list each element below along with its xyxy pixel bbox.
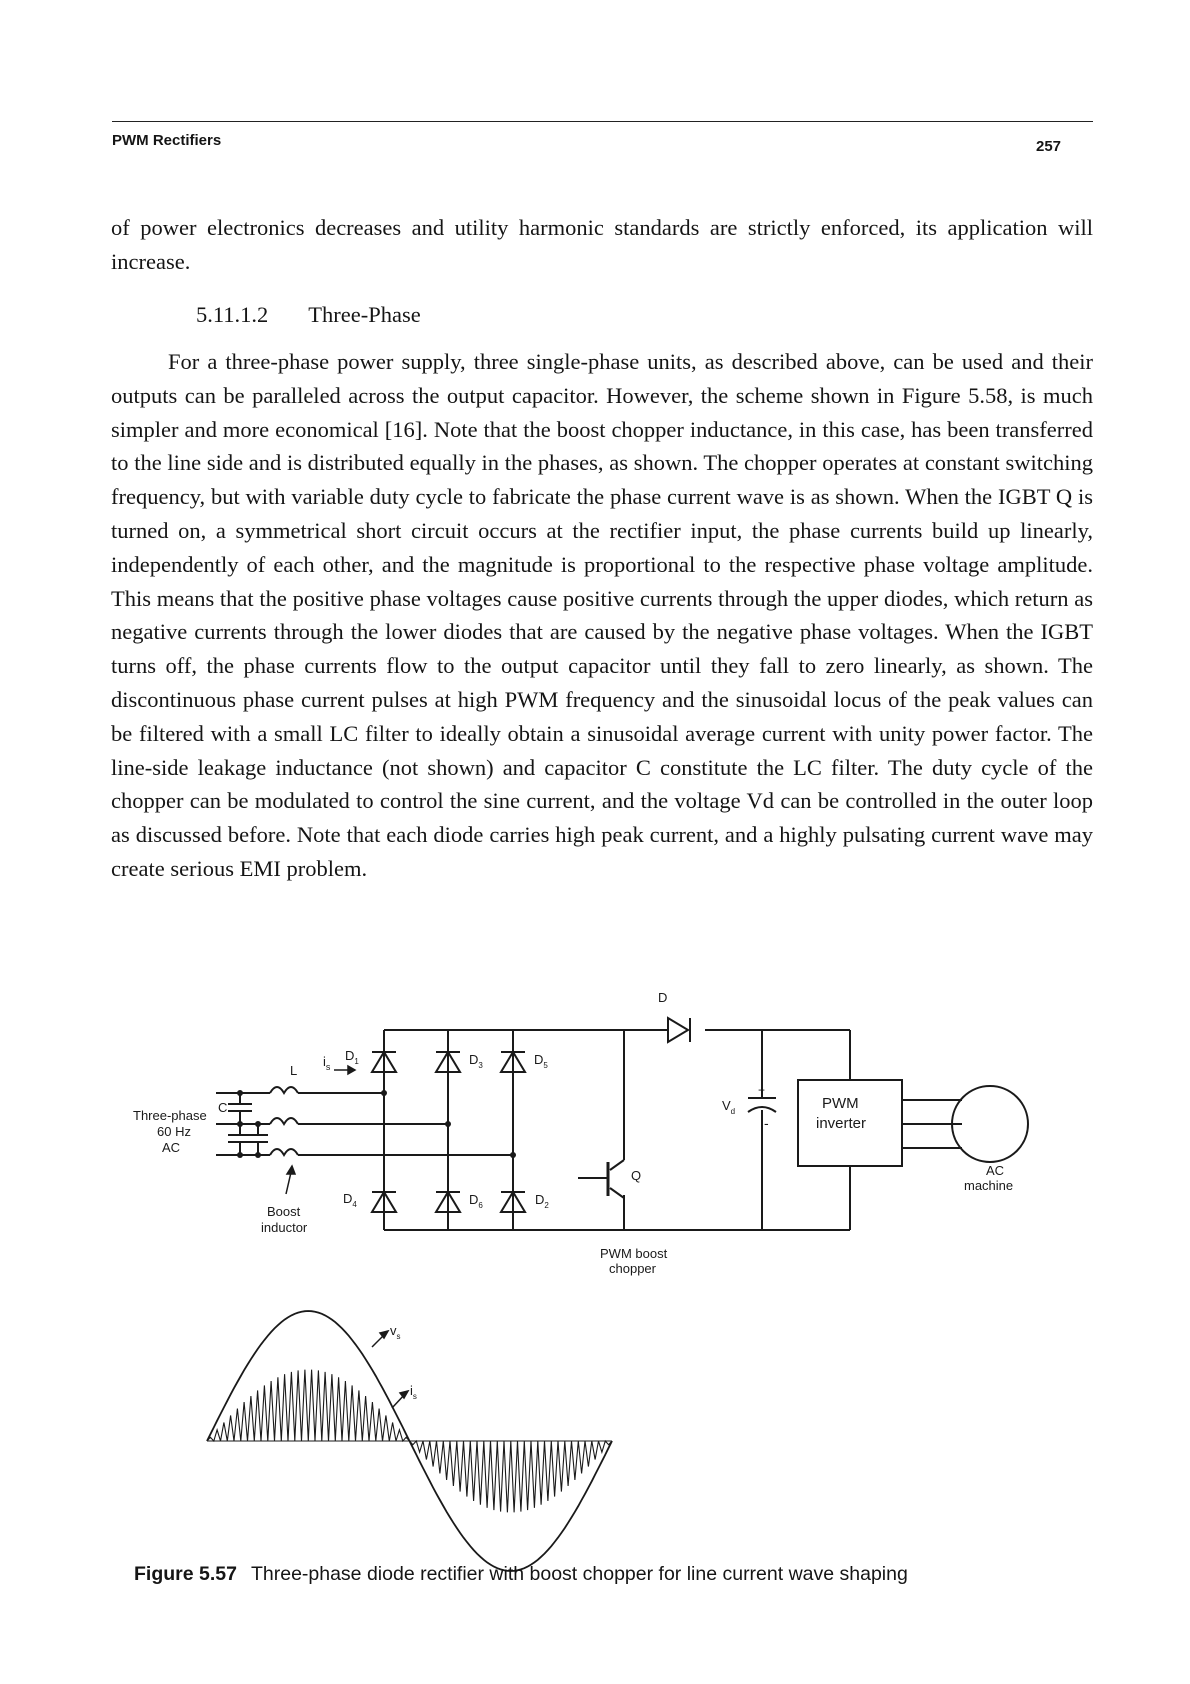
plus-sign: +: [758, 1083, 766, 1097]
diode-d2-label: $D_2$: [535, 1192, 549, 1210]
diode-d6-label: $D_6$: [469, 1192, 483, 1210]
source-label-2: 60 Hz: [157, 1124, 191, 1139]
igbt-label: Q: [631, 1168, 642, 1183]
figure-caption-text: Three-phase diode rectifier with boost chopper for line current wave shaping: [250, 1563, 908, 1585]
diode-d4-label: $D_4$: [343, 1191, 357, 1209]
source-label-3: AC: [162, 1140, 181, 1155]
chopper-label-2: chopper: [609, 1261, 656, 1276]
inverter-label-1: PWM: [822, 1095, 859, 1112]
diode-d1-label: $D_1$: [345, 1048, 359, 1066]
section-number: 5.11.1.2: [196, 302, 269, 327]
diode-d3-label: $D_3$: [469, 1052, 483, 1070]
source-label-1: Three-phase: [133, 1108, 207, 1123]
page-number: 257: [1036, 138, 1062, 155]
boost-diode-label: D: [658, 990, 668, 1005]
paragraph-continued: of power electronics decreases and utility harmonic standards are strictly enforced, its application will increase.: [111, 215, 1093, 274]
figure-caption-label: Figure 5.57: [134, 1563, 237, 1585]
inductor-label: L: [290, 1063, 298, 1078]
section-title: Three-Phase: [308, 302, 421, 327]
current-label: $i_s$: [323, 1054, 331, 1072]
boost-inductor-label-2: inductor: [261, 1220, 308, 1235]
running-title: PWM Rectifiers: [112, 132, 222, 149]
inverter-label-2: inverter: [816, 1115, 867, 1132]
vd-label: $V_d$: [722, 1098, 736, 1116]
figure-caption: [134, 1563, 908, 1586]
minus-sign: -: [764, 1115, 769, 1131]
machine-label-1: AC: [986, 1163, 1005, 1178]
is-label: $i_s$: [410, 1383, 417, 1401]
chopper-label-1: PWM boost: [600, 1246, 668, 1261]
diode-d5-label: $D_5$: [534, 1052, 548, 1070]
vs-label: $v_s$: [390, 1323, 401, 1341]
boost-inductor-label-1: Boost: [267, 1204, 301, 1219]
capacitor-label: C: [218, 1100, 228, 1115]
machine-label-2: machine: [964, 1178, 1014, 1193]
paragraph-three-phase: For a three-phase power supply, three single-phase units, as described above, can be used and their outputs can be paralleled across the output capacitor. However, the scheme shown in Figure 5.58, is much simpler and more economical [16]. Note that the boost chopper inductance, in this case, has been transferred to the line side and is distributed equally in the phases, as shown. The chopper operates at constant switching frequency, but with variable duty cycle to fabricate the phase current wave is as shown. When the IGBT Q is turned on, a symmetrical short circuit occurs at the rectifier input, the phase currents build up linearly, independently of each other, and the magnitude is proportional to the respective phase voltage amplitude. This means that the positive phase voltages cause positive currents through the upper diodes, which return as negative currents through the lower diodes that are caused by the negative phase voltages. When the IGBT turns off, the phase currents flow to the output capacitor until they fall to zero linearly, as shown. The discontinuous phase current pulses at high PWM frequency and the sinusoidal locus of the peak values can be filtered with a small LC filter to ideally obtain a sinusoidal average current with unity power factor. The line-side leakage inductance (not shown) and capacitor C constitute the LC filter. The duty cycle of the chopper can be modulated to control the sine current, and the voltage Vd can be controlled in the outer loop as discussed before. Note that each diode carries high peak current, and a highly pulsating current wave may create serious EMI problem.: [111, 349, 1093, 881]
